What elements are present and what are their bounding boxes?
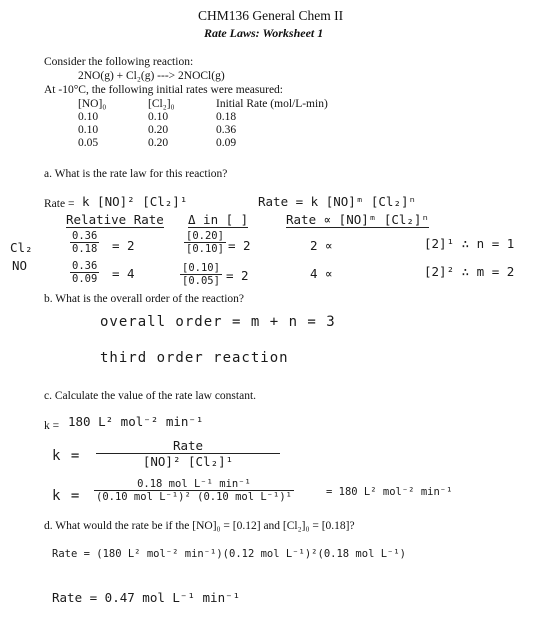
fraction-denominator: 0.18 [72, 243, 98, 255]
fraction-denominator: [0.10] [186, 243, 224, 255]
fraction-denominator: [0.05] [182, 275, 220, 287]
new-rate-work: Rate = (180 L² mol⁻² min⁻¹)(0.12 mol L⁻¹)²(0.18 mol L⁻¹) [52, 548, 407, 560]
proportionality-header: Rate ∝ [NO]ᵐ [Cl₂]ⁿ [286, 212, 429, 227]
order-result-n: [2]¹ ∴ n = 1 [424, 236, 515, 251]
conc-ratio-value: = 2 [228, 238, 251, 253]
relative-rate-header: Relative Rate [66, 212, 164, 227]
fraction-denominator: 0.09 [72, 273, 98, 285]
worksheet-course-title: CHM136 General Chem II [198, 8, 344, 23]
overall-order-work: overall order = m + n = 3 [100, 314, 336, 330]
question-c-prompt: c. Calculate the value of the rate law constant. [44, 390, 257, 402]
rate-constant-substitution [94, 478, 294, 503]
rate-constant-answer: 180 L² mol⁻² min⁻¹ [68, 414, 204, 429]
reaction-equation: 2NO(g) + Cl₂(g) ---> 2NOCl(g) [78, 70, 225, 82]
proportion-expression: 4 ∝ [310, 266, 333, 281]
question-a-prompt: a. What is the rate law for this reaction? [44, 168, 228, 180]
printed-rate-label: Rate = [44, 198, 75, 210]
general-rate-law: Rate = k [NO]ᵐ [Cl₂]ⁿ [258, 194, 417, 209]
printed-k-label: k = [44, 420, 60, 432]
table-row [78, 111, 328, 124]
fraction-numerator: Rate [96, 438, 280, 454]
table-header: [NO]₀ [78, 98, 107, 110]
rate-constant-result: = 180 L² mol⁻² min⁻¹ [326, 486, 453, 498]
table-cell: 0.10 [78, 111, 99, 123]
side-label-no: NO [12, 258, 28, 273]
rate-ratio-1 [70, 230, 99, 255]
table-header: Initial Rate (mol/L-min) [216, 98, 328, 110]
rate-law-answer: k [NO]² [Cl₂]¹ [82, 194, 188, 209]
table-row [78, 137, 328, 150]
rate-ratio-2 [70, 260, 99, 285]
question-b-prompt: b. What is the overall order of the reaction? [44, 293, 244, 305]
conc-change-header: Δ in [ ] [188, 212, 249, 227]
worksheet-subtitle: Rate Laws: Worksheet 1 [204, 26, 324, 40]
new-rate-answer: Rate = 0.47 mol L⁻¹ min⁻¹ [52, 590, 241, 605]
rate-constant-formula [96, 438, 280, 469]
table-header: [Cl₂]₀ [148, 98, 175, 110]
question-d-prompt: d. What would the rate be if the [NO]₀ = [0.12] and [Cl₂]₀ = [0.18]? [44, 520, 355, 532]
conc-ratio-value: = 2 [226, 268, 249, 283]
table-cell: 0.09 [216, 137, 237, 149]
fraction-denominator: [NO]² [Cl₂]¹ [142, 454, 234, 469]
table-cell: 0.20 [148, 124, 169, 136]
table-header-row [78, 98, 328, 111]
intro-line: Consider the following reaction: [44, 56, 194, 68]
conc-ratio-2 [180, 262, 222, 287]
table-cell: 0.20 [148, 137, 169, 149]
rate-ratio-value: = 2 [112, 238, 135, 253]
side-label-cl2: Cl₂ [10, 240, 33, 255]
table-cell: 0.05 [78, 137, 99, 149]
conditions-line: At -10°C, the following initial rates were measured: [44, 84, 284, 96]
fraction-numerator: 0.36 [72, 230, 98, 242]
fraction-numerator: [0.20] [186, 230, 224, 242]
initial-rates-table [78, 98, 328, 150]
fraction-numerator: 0.18 mol L⁻¹ min⁻¹ [94, 478, 294, 491]
order-result-m: [2]² ∴ m = 2 [424, 264, 515, 279]
rate-ratio-value: = 4 [112, 266, 135, 281]
conc-ratio-1 [184, 230, 226, 255]
fraction-numerator: [0.10] [182, 262, 220, 274]
proportion-expression: 2 ∝ [310, 238, 333, 253]
overall-order-answer: third order reaction [100, 350, 289, 366]
table-cell: 0.36 [216, 124, 237, 136]
table-row [78, 124, 328, 137]
k-equals-label: k = [52, 448, 81, 464]
k-equals-label: k = [52, 488, 81, 504]
table-cell: 0.10 [78, 124, 99, 136]
fraction-denominator: (0.10 mol L⁻¹)² (0.10 mol L⁻¹)¹ [96, 491, 292, 503]
table-cell: 0.18 [216, 111, 237, 123]
fraction-numerator: 0.36 [72, 260, 98, 272]
table-cell: 0.10 [148, 111, 169, 123]
